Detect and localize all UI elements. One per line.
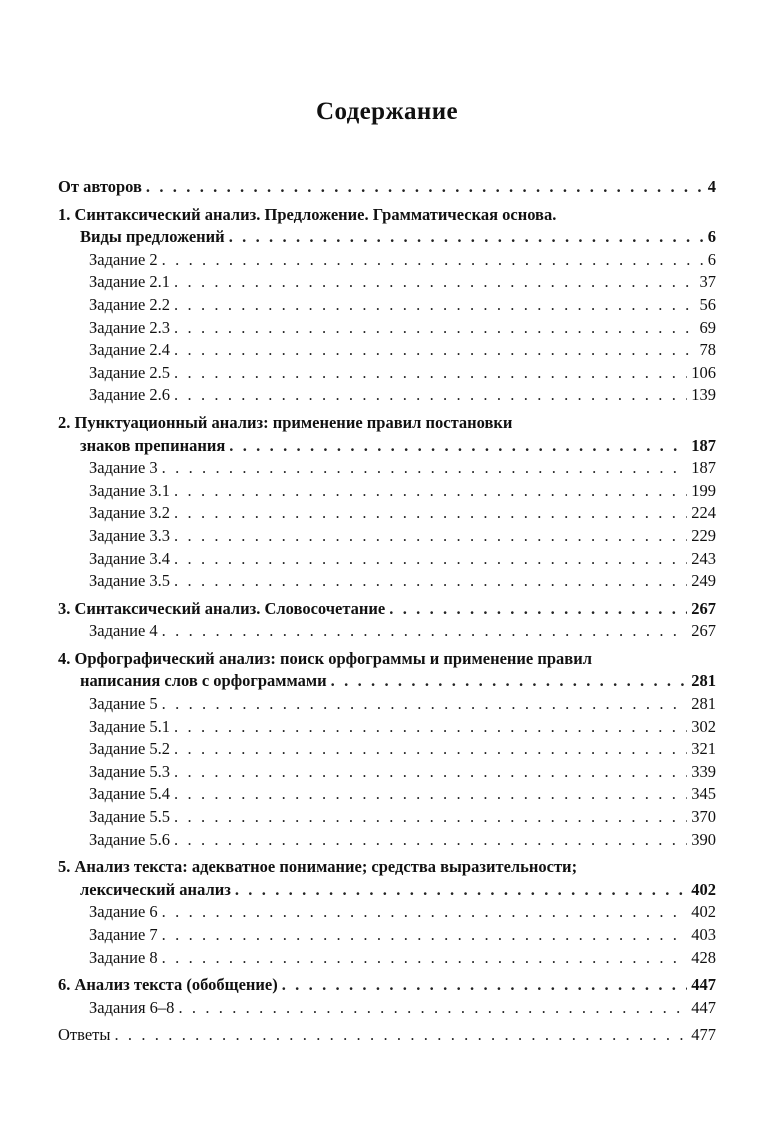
toc-entry-label: Задание 6 xyxy=(89,901,162,924)
toc-entry-page: 224 xyxy=(691,503,716,523)
toc-entry-label: Ответы xyxy=(58,1024,114,1047)
toc-section-6 xyxy=(58,974,716,1019)
dot-leader xyxy=(174,271,695,294)
toc-entry-page: 106 xyxy=(691,362,716,382)
toc-entry-label: Задание 5.3 xyxy=(89,761,174,784)
toc-subentry[interactable] xyxy=(58,783,716,806)
toc-entry-label: Задание 2.4 xyxy=(89,339,174,362)
toc-section-heading-cont[interactable] xyxy=(58,879,716,902)
toc-entry-label: Задание 5.1 xyxy=(89,716,174,739)
toc-entry-page: 321 xyxy=(691,739,716,759)
toc-entry-label: Задание 5 xyxy=(89,693,162,716)
dot-leader xyxy=(174,317,695,340)
dot-leader xyxy=(389,598,687,621)
dot-leader xyxy=(174,362,687,385)
page-title: Содержание xyxy=(315,98,458,125)
toc-entry-page: 249 xyxy=(691,571,716,591)
toc-subentry[interactable] xyxy=(58,525,716,548)
toc-entry-label: Задание 8 xyxy=(89,947,162,970)
toc-entry-page: 267 xyxy=(691,621,716,641)
toc-subentry[interactable] xyxy=(58,761,716,784)
toc-entry-label: Задание 5.6 xyxy=(89,829,174,852)
toc-entry-label: 6. Анализ текста (обобщение) xyxy=(58,974,282,997)
dot-leader xyxy=(174,738,687,761)
toc-entry-label: Задание 7 xyxy=(89,924,162,947)
dot-leader xyxy=(229,435,687,458)
toc-entry-page: 370 xyxy=(691,807,716,827)
toc-subentry[interactable] xyxy=(58,294,716,317)
toc-entry-label: Задание 2.3 xyxy=(89,317,174,340)
toc-entry-page: 37 xyxy=(699,272,716,292)
dot-leader xyxy=(174,806,687,829)
dot-leader xyxy=(174,525,687,548)
toc-entry-page: 428 xyxy=(691,947,716,967)
toc-section-2 xyxy=(58,412,716,593)
toc-subentry[interactable] xyxy=(58,947,716,970)
dot-leader xyxy=(114,1024,687,1047)
toc-entry-label: От авторов xyxy=(58,176,146,199)
dot-leader xyxy=(174,339,695,362)
toc-entry-label: Задание 3.4 xyxy=(89,548,174,571)
toc-subentry[interactable] xyxy=(58,693,716,716)
dot-leader xyxy=(162,620,688,643)
toc-entry-page: 345 xyxy=(691,784,716,804)
dot-leader xyxy=(282,974,688,997)
toc-section-heading-cont[interactable] xyxy=(58,435,716,458)
dot-leader xyxy=(174,384,687,407)
toc-entry-label: Задание 2.2 xyxy=(89,294,174,317)
toc-section-3 xyxy=(58,598,716,643)
toc-entry-page: 4 xyxy=(707,177,716,196)
toc-entry-label: Задание 5.4 xyxy=(89,783,174,806)
toc-entry-answers[interactable] xyxy=(58,1024,716,1047)
toc-subentry[interactable] xyxy=(58,548,716,571)
toc-subentry[interactable] xyxy=(58,570,716,593)
toc-entry-page: 78 xyxy=(699,340,716,360)
toc-subentry[interactable] xyxy=(58,480,716,503)
toc-entry-label: написания слов с орфограммами xyxy=(80,670,331,693)
toc-entry-page: 229 xyxy=(691,525,716,545)
dot-leader xyxy=(178,997,687,1020)
dot-leader xyxy=(174,294,695,317)
toc-entry-page: 281 xyxy=(691,671,716,691)
dot-leader xyxy=(162,457,688,480)
toc-section-heading-cont[interactable] xyxy=(58,670,716,693)
dot-leader xyxy=(174,783,687,806)
toc-subentry[interactable] xyxy=(58,362,716,385)
toc-subentry[interactable] xyxy=(58,271,716,294)
toc-entry-page: 402 xyxy=(691,902,716,922)
toc-subentry[interactable] xyxy=(58,924,716,947)
dot-leader xyxy=(162,901,688,924)
toc-entry-page: 187 xyxy=(691,458,716,478)
dot-leader xyxy=(174,716,687,739)
toc-section-heading-cont[interactable] xyxy=(58,226,716,249)
toc-subentry[interactable] xyxy=(58,384,716,407)
toc-entry-page: 139 xyxy=(691,385,716,405)
toc-subentry[interactable] xyxy=(58,901,716,924)
toc-subentry[interactable] xyxy=(58,829,716,852)
toc-entry-page: 243 xyxy=(691,548,716,568)
dot-leader xyxy=(146,176,704,199)
toc-section-5 xyxy=(58,856,716,969)
toc-entry-label: 3. Синтаксический анализ. Словосочетание xyxy=(58,598,389,621)
toc-subentry[interactable] xyxy=(58,620,716,643)
toc-subentry[interactable] xyxy=(58,997,716,1020)
toc-section-heading[interactable]: 5. Анализ текста: адекватное понимание; средства выразительности; xyxy=(58,857,578,877)
toc-entry-label: Задание 2 xyxy=(89,249,162,272)
dot-leader xyxy=(331,670,688,693)
toc-subentry[interactable] xyxy=(58,806,716,829)
dot-leader xyxy=(162,924,688,947)
dot-leader xyxy=(229,226,704,249)
toc-entry-label: Задание 3.2 xyxy=(89,502,174,525)
toc-entry-label: Задание 3 xyxy=(89,457,162,480)
toc-section-heading[interactable] xyxy=(58,974,716,997)
toc-entry-page: 281 xyxy=(691,694,716,714)
toc-entry-label: Задание 5.5 xyxy=(89,806,174,829)
toc-entry-label: Задание 4 xyxy=(89,620,162,643)
toc-entry-label: лексический анализ xyxy=(80,879,235,902)
toc-entry-page: 339 xyxy=(691,761,716,781)
toc-entry-page: 6 xyxy=(707,227,716,247)
dot-leader xyxy=(162,693,688,716)
toc-entry-label: Задания 6–8 xyxy=(89,997,178,1020)
dot-leader xyxy=(174,570,687,593)
toc-entry-page: 403 xyxy=(691,925,716,944)
toc-subentry[interactable] xyxy=(58,738,716,761)
toc-subentry[interactable] xyxy=(58,457,716,480)
toc-entry-label: Задание 5.2 xyxy=(89,738,174,761)
toc-entry-label: Виды предложений xyxy=(80,226,229,249)
toc-subentry[interactable] xyxy=(58,339,716,362)
toc-entry-page: 390 xyxy=(691,829,716,849)
dot-leader xyxy=(174,829,687,852)
dot-leader xyxy=(174,480,687,503)
toc-entry-label: Задание 2.6 xyxy=(89,384,174,407)
table-of-contents xyxy=(58,176,716,1047)
toc-entry-label: Задание 2.1 xyxy=(89,271,174,294)
dot-leader xyxy=(235,879,687,902)
toc-entry-page: 56 xyxy=(699,294,716,314)
toc-section-heading[interactable] xyxy=(58,598,716,621)
toc-subentry[interactable] xyxy=(58,249,716,272)
toc-entry-label: Задание 3.5 xyxy=(89,570,174,593)
toc-entry-page: 267 xyxy=(691,598,716,618)
dot-leader xyxy=(174,502,687,525)
toc-entry-page: 477 xyxy=(691,1025,716,1045)
toc-section-heading[interactable]: 2. Пунктуационный анализ: применение правил постановки xyxy=(58,412,513,432)
toc-entry-page: 6 xyxy=(707,249,716,269)
toc-entry-label: Задание 2.5 xyxy=(89,362,174,385)
toc-entry-page: 402 xyxy=(691,879,716,899)
toc-subentry[interactable] xyxy=(58,317,716,340)
toc-section-heading[interactable]: 4. Орфографический анализ: поиск орфограммы и применение правил xyxy=(58,648,592,668)
toc-section-4 xyxy=(58,648,716,851)
toc-entry-page: 302 xyxy=(691,716,716,736)
dot-leader xyxy=(162,249,704,272)
dot-leader xyxy=(174,548,687,571)
dot-leader xyxy=(174,761,687,784)
toc-entry-label: знаков препинания xyxy=(80,435,229,458)
toc-section-heading[interactable]: 1. Синтаксический анализ. Предложение. Грамматическая основа. xyxy=(58,204,557,224)
toc-entry-page: 69 xyxy=(699,317,716,337)
dot-leader xyxy=(162,947,688,970)
toc-entry-page: 447 xyxy=(691,997,716,1017)
toc-subentry[interactable] xyxy=(58,716,716,739)
toc-entry-label: Задание 3.3 xyxy=(89,525,174,548)
toc-subentry[interactable] xyxy=(58,502,716,525)
toc-section-1 xyxy=(58,204,716,407)
toc-entry-page: 447 xyxy=(691,975,716,995)
toc-entry-page: 187 xyxy=(691,435,716,455)
toc-entry-page: 199 xyxy=(691,480,716,500)
toc-entry-intro[interactable] xyxy=(58,176,716,199)
toc-entry-label: Задание 3.1 xyxy=(89,480,174,503)
